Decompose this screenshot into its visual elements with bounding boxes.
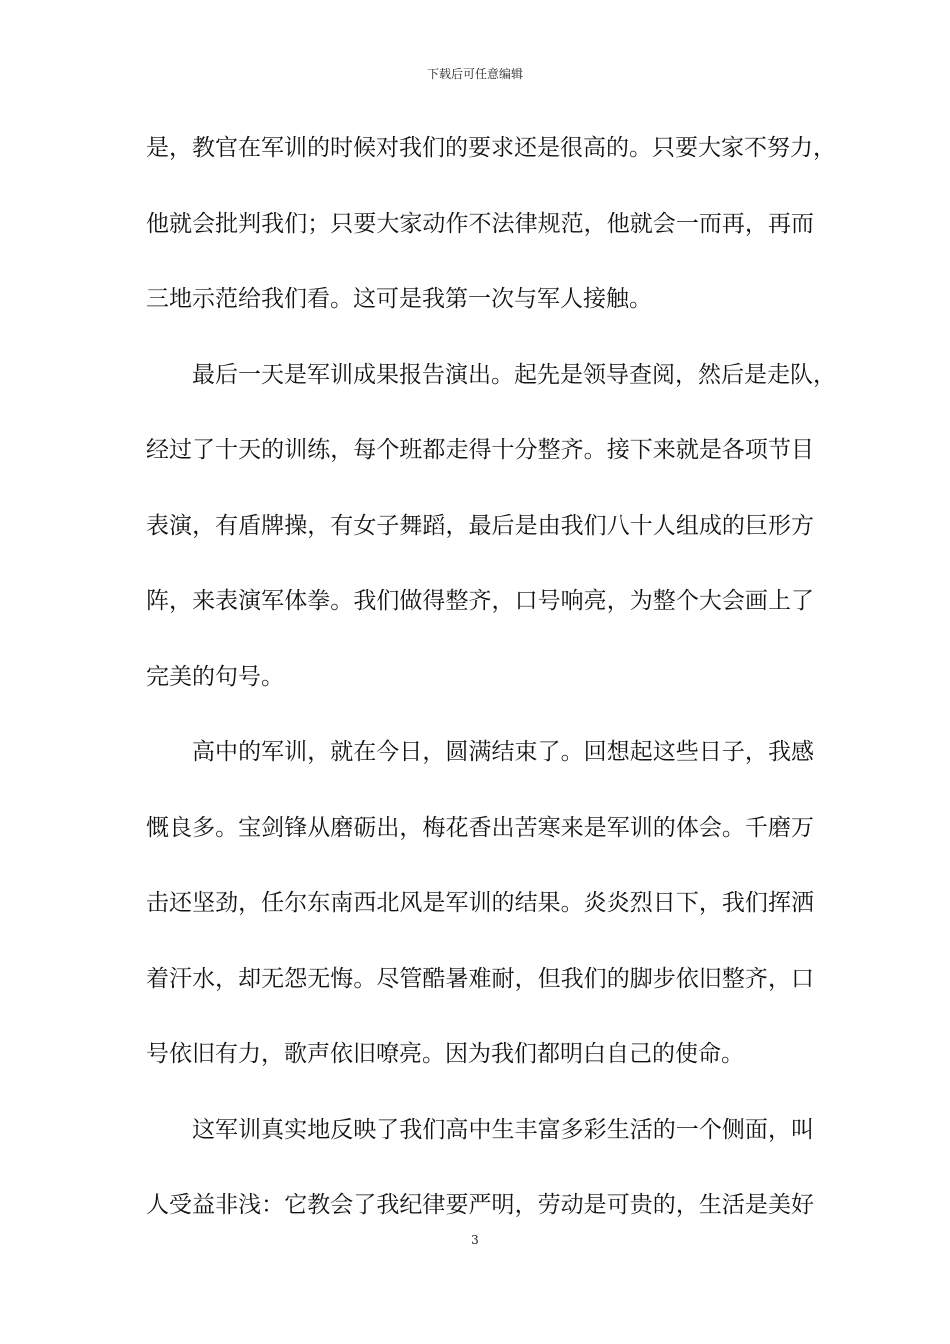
text-line: 击还坚劲，任尔东南西北风是军训的结果。炎炎烈日下，我们挥洒 xyxy=(146,890,814,916)
paragraph-first-line: 高中的军训，就在今日，圆满结束了。回想起这些日子，我感 xyxy=(192,739,814,765)
document-body xyxy=(146,124,836,1257)
paragraph-first-line: 最后一天是军训成果报告演出。起先是领导查阅，然后是走队， xyxy=(192,361,836,388)
text-line: 慨良多。宝剑锋从磨砺出，梅花香出苦寒来是军训的体会。千磨万 xyxy=(146,814,814,841)
text-line: 他就会批判我们；只要大家动作不法律规范，他就会一而再，再而 xyxy=(146,210,814,237)
text-line: 人受益非浅：它教会了我纪律要严明，劳动是可贵的，生活是美好 xyxy=(146,1192,814,1218)
page-number: 3 xyxy=(471,1233,479,1247)
paragraph-first-line: 这军训真实地反映了我们高中生丰富多彩生活的一个侧面，叫 xyxy=(192,1116,814,1143)
text-line: 着汗水，却无怨无悔。尽管酷暑难耐，但我们的脚步依旧整齐，口 xyxy=(146,965,814,992)
text-line: 号依旧有力，歌声依旧嘹亮。因为我们都明白自己的使命。 xyxy=(146,1041,744,1067)
text-line: 表演，有盾牌操，有女子舞蹈，最后是由我们八十人组成的巨形方 xyxy=(146,512,814,539)
page-header: 下载后可任意编辑 xyxy=(426,67,523,81)
text-line: 是，教官在军训的时候对我们的要求还是很高的。只要大家不努力， xyxy=(146,135,836,161)
text-line: 完美的句号。 xyxy=(146,663,284,690)
text-line: 三地示范给我们看。这可是我第一次与军人接触。 xyxy=(146,286,652,312)
text-line: 经过了十天的训练，每个班都走得十分整齐。接下来就是各项节目 xyxy=(146,437,814,463)
text-line: 阵，来表演军体拳。我们做得整齐，口号响亮，为整个大会画上了 xyxy=(146,588,814,614)
